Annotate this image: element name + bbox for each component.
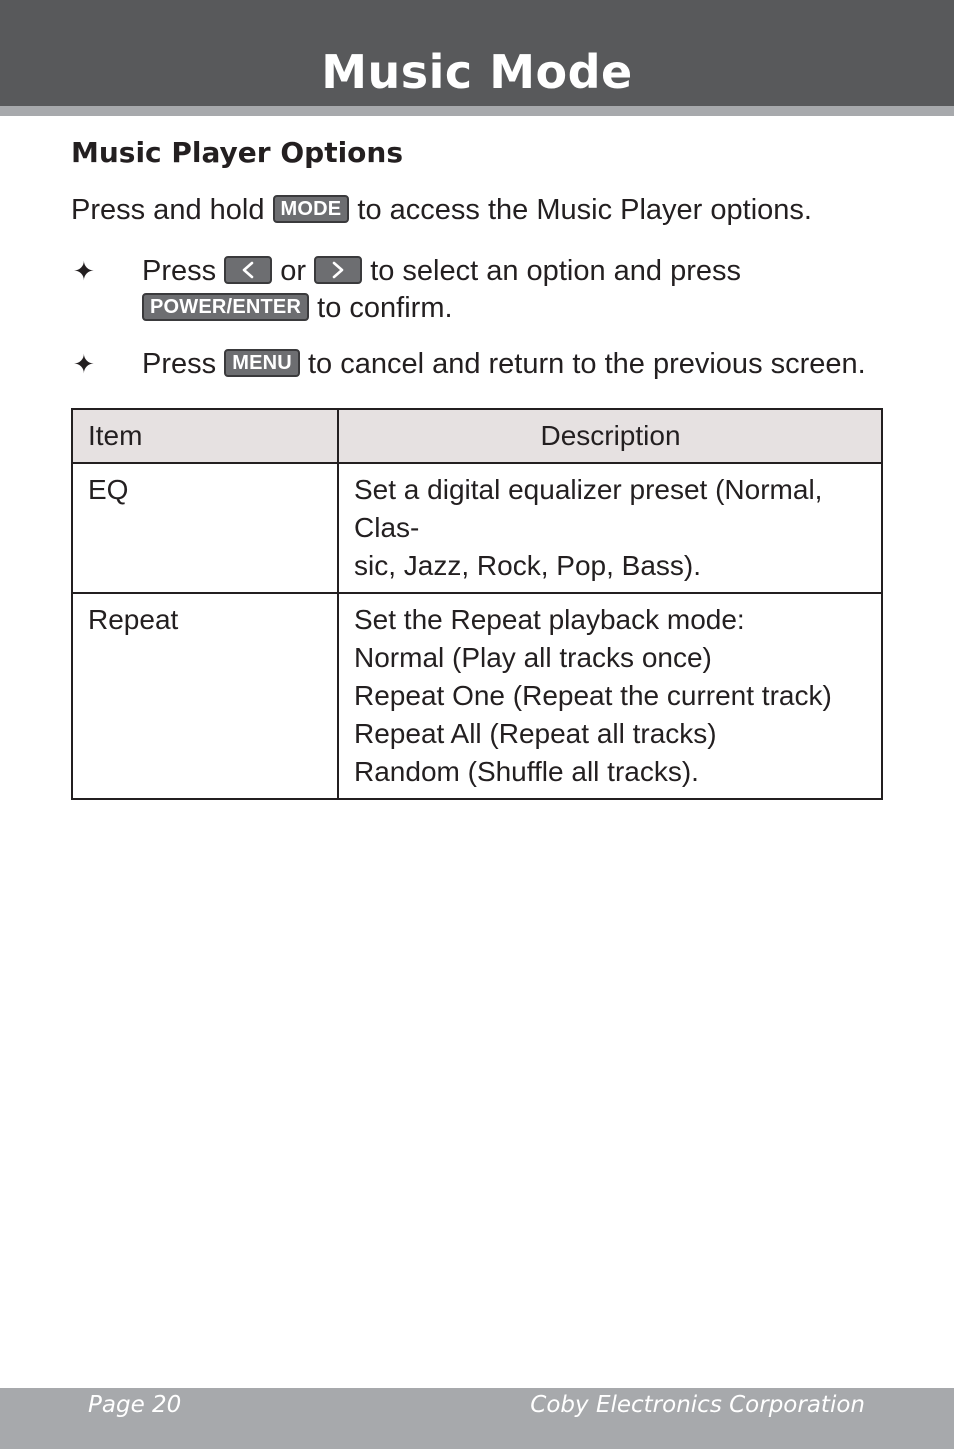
table-cell-item: Repeat bbox=[72, 593, 338, 799]
chevron-right-icon bbox=[314, 256, 362, 284]
description-line: Set the Repeat playback mode: bbox=[354, 604, 745, 635]
page-title: Music Mode bbox=[321, 45, 633, 99]
table-cell-item: EQ bbox=[72, 463, 338, 593]
intro-text-before: Press and hold bbox=[71, 194, 265, 226]
intro-text-after: to access the Music Player options. bbox=[357, 194, 812, 226]
table-cell-description bbox=[338, 463, 882, 593]
power-enter-key: POWER/ENTER bbox=[142, 293, 309, 321]
table-row bbox=[72, 463, 882, 593]
description-line: Normal (Play all tracks once) bbox=[354, 642, 712, 673]
description-line: Random (Shuffle all tracks). bbox=[354, 756, 699, 787]
four-point-star-icon: ✦ bbox=[73, 349, 95, 379]
table-header-item: Item bbox=[72, 409, 338, 463]
bullet-2-after: to cancel and return to the previous screen. bbox=[307, 348, 866, 380]
bullet-1-line-2 bbox=[142, 289, 453, 327]
table-cell-description bbox=[338, 593, 882, 799]
intro-line bbox=[71, 191, 812, 229]
chevron-left-icon bbox=[224, 256, 272, 284]
table-header-row bbox=[72, 409, 882, 463]
company-name: Coby Electronics Corporation bbox=[530, 1392, 865, 1418]
bullet-1-after: to select an option and press bbox=[370, 255, 741, 287]
bullet-1-press: Press bbox=[142, 255, 217, 287]
page-number: Page 20 bbox=[88, 1392, 182, 1418]
bullet-2-press: Press bbox=[142, 348, 217, 380]
header-divider bbox=[0, 106, 954, 116]
bullet-1-confirm: to confirm. bbox=[317, 292, 453, 324]
bullet-2-line bbox=[142, 345, 866, 383]
bullet-1-or: or bbox=[280, 255, 307, 287]
table-header-description: Description bbox=[338, 409, 882, 463]
four-point-star-icon: ✦ bbox=[73, 256, 95, 286]
section-heading: Music Player Options bbox=[71, 136, 404, 169]
menu-key: MENU bbox=[224, 349, 300, 377]
description-line: Repeat One (Repeat the current track) bbox=[354, 680, 832, 711]
bullet-1-line-1 bbox=[142, 252, 741, 290]
mode-key: MODE bbox=[273, 195, 350, 223]
description-line: Repeat All (Repeat all tracks) bbox=[354, 718, 717, 749]
options-table bbox=[71, 408, 883, 800]
description-line: sic, Jazz, Rock, Pop, Bass). bbox=[354, 550, 701, 581]
table-row bbox=[72, 593, 882, 799]
description-line: Set a digital equalizer preset (Normal, Clas- bbox=[354, 474, 823, 543]
